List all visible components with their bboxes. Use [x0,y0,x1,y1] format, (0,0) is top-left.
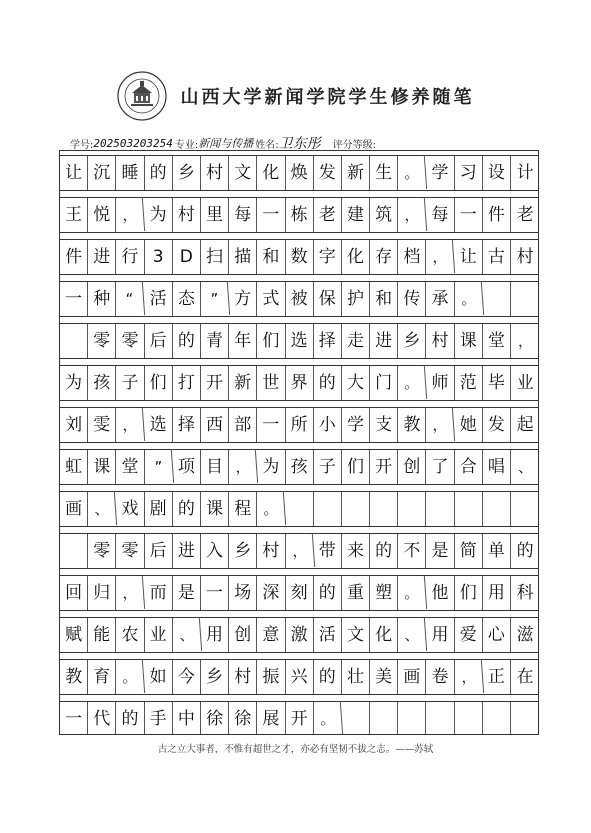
grid-row [60,239,538,275]
grid-cell: 剧 [145,492,173,526]
grid-cell: 择 [173,408,201,442]
grid-cell: 小 [314,408,342,442]
grid-cell: 计 [516,162,534,183]
grid-cell: 他 [426,576,454,610]
grid-cell: 她 [455,408,483,442]
grid-row [60,701,538,735]
grid-cell: 单 [483,534,511,568]
grid-cell: 和 [257,240,285,274]
grid-cell: 发 [314,156,342,190]
grid-cell: 的 [173,324,201,358]
grid-cell: 们 [257,324,285,358]
grid-cell: 年 [229,324,257,358]
name-label: 姓名: [255,139,279,151]
grid-cell: 村 [201,156,229,190]
grid-cell: 的 [516,540,534,561]
grid-cell: 是 [426,534,454,568]
grid-cell: 。 [397,155,427,191]
grid-cell: 乡 [398,324,426,358]
grid-cell: 进 [88,240,116,274]
grid-row [60,323,538,359]
grid-cell: 王 [60,198,88,232]
grid-cell: 化 [370,618,398,652]
grid-cell: 方 [229,282,257,316]
grid-cell: 壮 [342,660,370,694]
grid-cell: 和 [370,282,398,316]
grid-cell: 为 [257,450,285,484]
grid-cell: 堂 [116,450,144,484]
grid-cell: ， [228,449,258,485]
grid-cell [426,702,454,735]
grid-cell: 场 [229,576,257,610]
grid-cell: 们 [342,450,370,484]
grid-cell: 种 [88,282,116,316]
grid-cell [455,492,483,526]
grid-row [60,155,538,191]
grid-cell [314,492,342,526]
grid-cell: “ [115,281,145,317]
grid-cell: 所 [286,408,314,442]
grid-cell [511,282,539,316]
name-value: 卫东彤 [278,136,321,152]
grid-cell: 后 [145,324,173,358]
grid-cell [60,534,88,568]
grid-cell [483,702,511,735]
grid-cell: 们 [145,366,173,400]
grid-row [60,449,538,485]
grid-cell: 孩 [88,366,116,400]
grid-cell: 农 [116,618,144,652]
grid-cell: 教 [398,408,426,442]
grid-cell: 村 [173,198,201,232]
grid-cell: 起 [516,414,534,435]
grid-row [60,575,538,611]
grid-cell: 徐 [229,702,257,735]
grid-cell: 兴 [286,660,314,694]
grid-cell: 零 [116,534,144,568]
grid-cell: 新 [342,156,370,190]
grid-cell: 开 [286,702,314,735]
grid-cell: 西 [201,408,229,442]
grid-cell: 虹 [60,450,88,484]
grid-cell: 一 [455,198,483,232]
grid-cell: 正 [483,660,511,694]
grid-cell: 的 [116,702,144,735]
grid-cell: 焕 [286,156,314,190]
grid-cell: 支 [370,408,398,442]
grid-cell [483,492,511,526]
major-value: 新闻与传播 [198,137,254,150]
grid-cell: ， [115,407,145,443]
grid-cell: 项 [173,450,201,484]
grid-cell: 里 [201,198,229,232]
grid-cell: 老 [516,204,534,225]
grid-cell: 化 [257,156,285,190]
grid-cell: 让 [455,240,483,274]
university-seal-icon [117,71,167,121]
grid-cell: 美 [370,660,398,694]
grid-cell: 式 [257,282,285,316]
grid-cell: 一 [201,576,229,610]
major-label: 专业: [174,139,199,151]
grid-cell: 科 [516,582,534,603]
grid-cell [426,492,454,526]
grid-cell: 创 [398,450,426,484]
writing-grid [59,150,539,735]
grid-cell: 入 [201,534,229,568]
grid-cell [398,702,426,735]
grid-cell: 村 [257,534,285,568]
grid-cell: 创 [229,618,257,652]
grid-cell: 择 [314,324,342,358]
grid-cell: 设 [483,156,511,190]
grid-cell: 数 [286,240,314,274]
grid-cell: 范 [455,366,483,400]
grid-cell: 不 [398,534,426,568]
grid-cell: 建 [342,198,370,232]
grid-cell: 的 [370,534,398,568]
grid-cell: 刻 [286,576,314,610]
footer-quote: 古之立大事者，不惟有超世之才，亦必有坚韧不拔之志。——苏轼 [157,744,434,755]
grid-cell: 子 [116,366,144,400]
grid-cell: ” [143,449,173,485]
grid-cell: 扫 [201,240,229,274]
grid-cell: 化 [342,240,370,274]
grid-cell: 刘 [60,408,88,442]
grid-cell: 用 [426,618,454,652]
grid-cell: 零 [88,324,116,358]
grid-cell: 带 [314,534,342,568]
grid-cell: 戏 [116,492,144,526]
grid-cell: 乡 [173,156,201,190]
grid-cell: 而 [145,576,173,610]
grid-cell: 、 [87,491,117,527]
grid-cell: 是 [173,576,201,610]
grid-cell: 3 [145,240,173,274]
grid-cell [370,492,398,526]
grid-row [60,533,538,569]
grid-cell: 。 [397,575,427,611]
grid-cell: 开 [370,450,398,484]
grid-row [60,281,538,317]
grid-cell [511,702,539,735]
grid-cell: 课 [455,324,483,358]
grid-cell: 打 [173,366,201,400]
grid-cell: 手 [145,702,173,735]
grid-cell: 村 [516,246,534,267]
grid-cell: 。 [397,365,427,401]
grid-cell: D [173,240,201,274]
grid-cell: 老 [314,198,342,232]
grid-cell: 如 [145,660,173,694]
grid-cell: 活 [314,618,342,652]
grade-label: 评分等级: [332,139,376,151]
grid-cell: ， [425,407,455,443]
grid-cell: 大 [342,366,370,400]
grid-cell: 后 [145,534,173,568]
grid-cell: 进 [370,324,398,358]
grid-cell [455,702,483,735]
grid-cell: 毕 [483,366,511,400]
grid-cell: 让 [60,156,88,190]
grid-cell: 目 [201,450,229,484]
grid-cell: 一 [257,198,285,232]
grid-cell: 生 [370,156,398,190]
grid-cell: 卷 [426,660,454,694]
grid-cell: 展 [257,702,285,735]
grid-cell: 的 [173,492,201,526]
grid-cell: 悦 [88,198,116,232]
grid-cell: 中 [173,702,201,735]
grid-cell: ， [516,330,534,351]
grid-cell: 。 [115,659,145,695]
grid-cell: 深 [257,576,285,610]
grid-cell: 业 [516,372,534,393]
grid-cell: ， [115,575,145,611]
grid-cell: 开 [201,366,229,400]
grid-cell: 字 [314,240,342,274]
grid-cell: 今 [173,660,201,694]
grid-cell: 课 [201,492,229,526]
grid-cell: 选 [286,324,314,358]
page-title: 山西大学新闻学院学生修养随笔 [180,87,475,108]
grid-cell: 选 [145,408,173,442]
grid-cell: 一 [60,282,88,316]
grid-cell: 被 [286,282,314,316]
grid-cell: 行 [116,240,144,274]
grid-cell: 画 [60,492,88,526]
grid-cell: 心 [483,618,511,652]
grid-cell: 。 [256,491,286,527]
grid-cell [342,492,370,526]
student-id-label: 学号: [70,139,94,151]
grid-cell: 的 [314,576,342,610]
grid-cell: 承 [426,282,454,316]
grid-cell: 描 [229,240,257,274]
grid-cell: 为 [60,366,88,400]
grid-cell: 每 [426,198,454,232]
grid-cell: 合 [455,450,483,484]
grid-cell: 学 [426,156,454,190]
grid-cell: ” [200,281,230,317]
grid-cell: 件 [483,198,511,232]
grid-cell: 的 [314,660,342,694]
grid-cell: 业 [145,618,173,652]
student-id-value: 202503203254 [93,136,173,150]
grid-cell: 进 [173,534,201,568]
grid-cell: 、 [397,617,427,653]
grid-cell: 的 [145,156,173,190]
grid-row [60,659,538,695]
grid-cell: 课 [88,450,116,484]
grid-cell: 来 [342,534,370,568]
grid-cell: ， [284,533,314,569]
grid-cell: 的 [314,366,342,400]
grid-cell: 村 [229,660,257,694]
grid-cell: 青 [201,324,229,358]
grid-row [60,407,538,443]
grid-cell: 用 [483,576,511,610]
grid-cell: 文 [229,156,257,190]
grid-cell: 零 [116,324,144,358]
grid-cell: 师 [426,366,454,400]
grid-cell: 振 [257,660,285,694]
grid-cell: 乡 [201,660,229,694]
grid-cell: 古 [483,240,511,274]
grid-cell: 们 [455,576,483,610]
grid-cell [511,492,539,526]
grid-cell: 世 [257,366,285,400]
grid-cell: 走 [342,324,370,358]
grid-cell: 筑 [370,198,398,232]
grid-cell: 孩 [286,450,314,484]
grid-cell: 态 [173,282,201,316]
grid-cell: 界 [286,366,314,400]
grid-cell: 一 [257,408,285,442]
grid-cell: 塑 [370,576,398,610]
grid-cell: 雯 [88,408,116,442]
grid-cell: 程 [229,492,257,526]
grid-cell: 活 [145,282,173,316]
grid-cell: 保 [314,282,342,316]
grid-cell: 育 [88,660,116,694]
grid-cell: 发 [483,408,511,442]
grid-cell: 爱 [455,618,483,652]
grid-cell: 子 [314,450,342,484]
grid-cell: 。 [313,701,343,735]
grid-cell: 件 [60,240,88,274]
grid-cell: 为 [145,198,173,232]
grid-cell: 堂 [483,324,511,358]
grid-cell: 村 [426,324,454,358]
grid-cell: 、 [516,456,534,477]
grid-cell: ， [425,239,455,275]
grid-cell: 回 [60,576,88,610]
grid-cell [398,492,426,526]
grid-cell [60,324,88,358]
grid-cell: 意 [257,618,285,652]
grid-row [60,491,538,527]
grid-cell: 习 [455,156,483,190]
grid-cell: 门 [370,366,398,400]
grid-cell: 零 [88,534,116,568]
grid-row [60,365,538,401]
grid-cell [483,282,511,316]
grid-cell: 档 [398,240,426,274]
grid-cell: 用 [201,618,229,652]
grid-cell: 新 [229,366,257,400]
page-header [0,68,591,124]
grid-cell: 沉 [88,156,116,190]
grid-row [60,617,538,653]
grid-cell: 乡 [229,534,257,568]
grid-cell [370,702,398,735]
grid-cell: 在 [516,666,534,687]
grid-cell: 部 [229,408,257,442]
grid-cell: 唱 [483,450,511,484]
grid-cell: 滋 [516,624,534,645]
grid-cell: 教 [60,660,88,694]
grid-cell: 简 [455,534,483,568]
grid-cell [342,702,370,735]
grid-cell: ， [115,197,145,233]
grid-cell: 栋 [286,198,314,232]
grid-cell: 学 [342,408,370,442]
grid-cell: 赋 [60,618,88,652]
grid-cell: 徐 [201,702,229,735]
grid-cell: 了 [426,450,454,484]
grid-cell: 激 [286,618,314,652]
grid-cell: 一 [60,702,88,735]
grid-cell: 传 [398,282,426,316]
grid-cell: 。 [453,281,483,317]
grid-cell: 、 [172,617,202,653]
grid-cell: 代 [88,702,116,735]
grid-cell: 文 [342,618,370,652]
grid-cell: 画 [398,660,426,694]
grid-cell: ， [453,659,483,695]
grid-cell: 每 [229,198,257,232]
grid-cell: 护 [342,282,370,316]
grid-row [60,197,538,233]
grid-cell: 归 [88,576,116,610]
grid-cell [286,492,314,526]
grid-cell: 存 [370,240,398,274]
grid-cell: 重 [342,576,370,610]
grid-cell: 睡 [116,156,144,190]
grid-cell: 能 [88,618,116,652]
grid-cell: ， [397,197,427,233]
